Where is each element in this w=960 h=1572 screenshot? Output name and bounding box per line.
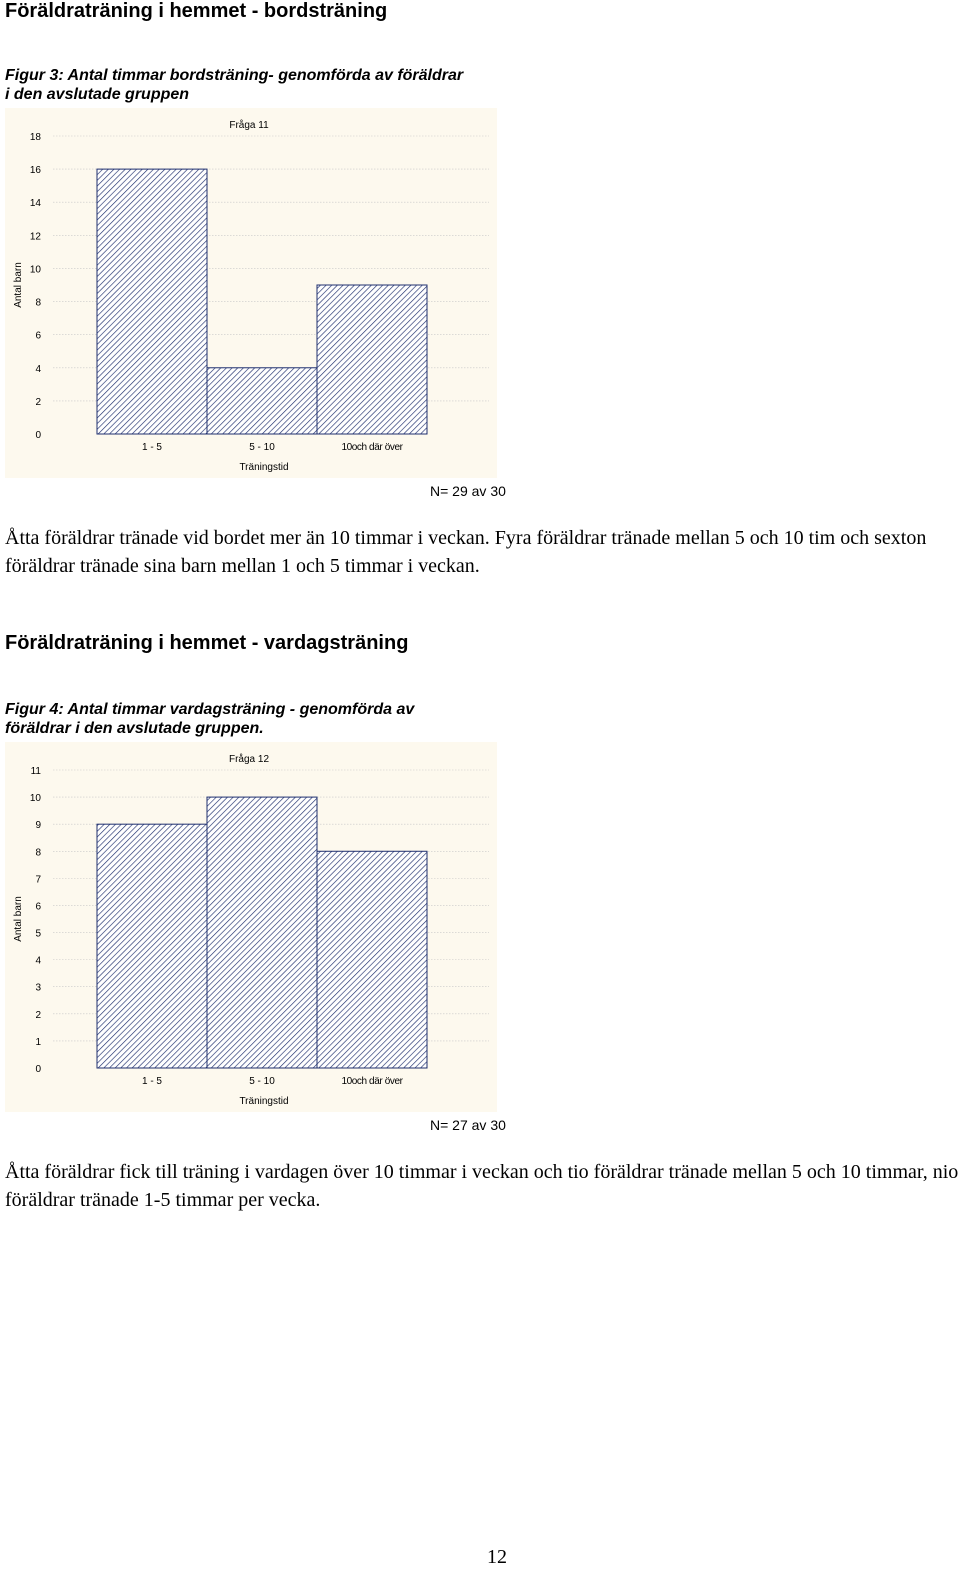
figure-caption-3-line2: i den avslutade gruppen: [5, 86, 190, 103]
bar: [317, 851, 427, 1068]
y-tick-label: 1: [35, 1036, 41, 1048]
bar-chart-svg: [5, 742, 497, 1112]
paragraph-bordstraning: Åtta föräldrar tränade vid bordet mer än 10 timmar i veckan. Fyra föräldrar tränade mellan 5 och 10 tim och sexton föräldrar tränade sina barn mellan 1 och 5 timmar i veckan.: [5, 527, 927, 577]
y-tick-label: 3: [35, 982, 41, 994]
y-tick-label: 14: [29, 198, 41, 210]
figure-caption-3: [5, 66, 463, 104]
bar: [207, 797, 317, 1068]
y-tick-label: 4: [35, 363, 41, 375]
y-tick-label: 6: [35, 901, 41, 913]
figure-caption-4-line1: Figur 4: Antal timmar vardagsträning - genomförda av: [5, 701, 415, 718]
bar-chart-fraga-11: [5, 108, 497, 478]
y-tick-label: 16: [29, 165, 41, 177]
bar: [97, 824, 207, 1068]
sample-size-label: N= 29 av 30: [430, 483, 506, 499]
section-heading-bordstraning: Föräldraträning i hemmet - bordsträning: [5, 0, 388, 22]
page-number: 12: [487, 1546, 507, 1568]
bar: [317, 285, 427, 434]
chart-title: Fråga 12: [228, 754, 270, 765]
y-tick-label: 10: [29, 793, 41, 805]
x-tick-label: 5 - 10: [249, 442, 275, 453]
y-tick-label: 4: [35, 955, 41, 967]
x-axis-label: Träningstid: [239, 462, 289, 473]
y-tick-label: 0: [35, 1064, 41, 1075]
y-tick-label: 10: [29, 264, 41, 276]
paragraph-vardagstraning: Åtta föräldrar fick till träning i vardagen över 10 timmar i veckan och tio föräldrar tränade mellan 5 och 10 timmar, nio föräldrar tränade 1-5 timmar per vecka.: [5, 1161, 959, 1211]
y-tick-label: 18: [29, 132, 41, 143]
y-tick-label: 6: [35, 330, 41, 342]
bar-chart-svg: [5, 108, 497, 478]
chart-title: Fråga 11: [229, 120, 269, 131]
y-tick-label: 0: [35, 430, 41, 441]
y-tick-label: 2: [35, 396, 41, 408]
y-tick-label: 7: [35, 874, 41, 886]
figure-caption-4-line2: föräldrar i den avslutade gruppen.: [5, 720, 264, 737]
y-tick-label: 9: [35, 820, 41, 832]
x-tick-label: 5 - 10: [249, 1076, 275, 1087]
y-axis-label: Antal barn: [13, 262, 24, 308]
bar-chart-fraga-12: [5, 742, 497, 1112]
bar: [207, 368, 317, 434]
y-tick-label: 8: [35, 847, 41, 859]
sample-size-label: N= 27 av 30: [430, 1117, 506, 1133]
y-axis-label: Antal barn: [13, 896, 24, 942]
y-tick-label: 2: [35, 1009, 41, 1021]
y-tick-label: 12: [29, 231, 41, 243]
y-tick-label: 5: [35, 928, 41, 940]
x-tick-label: 1 - 5: [141, 442, 163, 453]
x-axis-label: Träningstid: [239, 1096, 289, 1107]
section-heading-vardagstraning: Föräldraträning i hemmet - vardagsträning: [5, 632, 409, 654]
figure-caption-4: [5, 700, 414, 738]
figure-caption-3-line1: Figur 3: Antal timmar bordsträning- genomförda av föräldrar: [5, 67, 464, 84]
bar: [97, 169, 207, 434]
x-tick-label: 10och där över: [341, 442, 403, 453]
y-tick-label: 8: [35, 297, 41, 309]
x-tick-label: 10och där över: [341, 1076, 403, 1087]
y-tick-label: 11: [30, 766, 41, 777]
x-tick-label: 1 - 5: [141, 1076, 163, 1087]
